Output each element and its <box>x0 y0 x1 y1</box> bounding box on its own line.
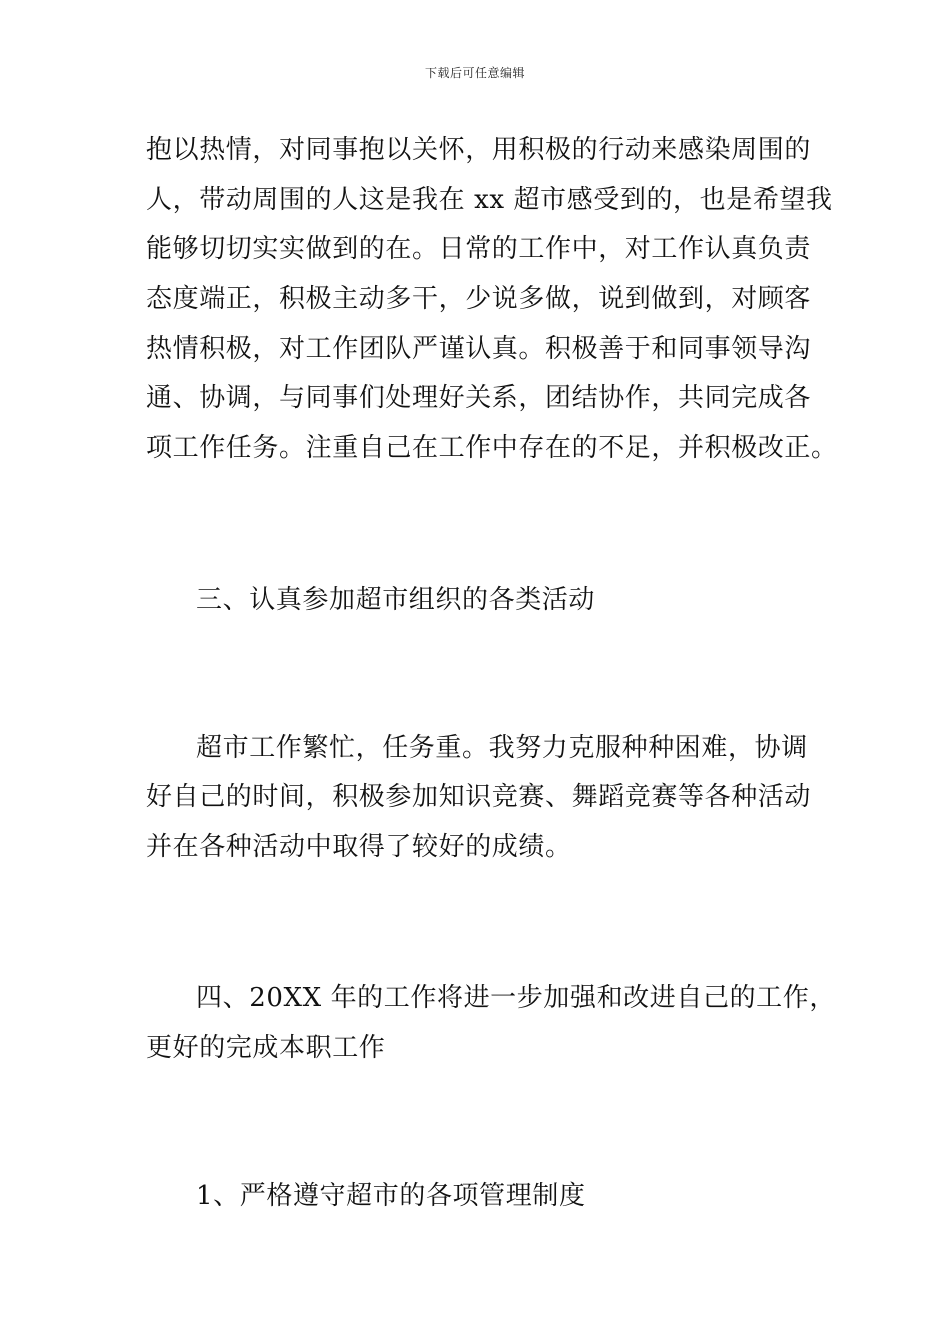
paragraph-line: 热情积极，对工作团队严谨认真。积极善于和同事领导沟 <box>146 334 812 364</box>
section-heading-3: 三、认真参加超市组织的各类活动 <box>196 585 596 615</box>
paragraph-line: 能够切切实实做到的在。日常的工作中，对工作认真负责 <box>146 234 812 264</box>
paragraph-line: 抱以热情，对同事抱以关怀，用积极的行动来感染周围的 <box>146 135 812 165</box>
paragraph-line: 人，带动周围的人这是我在 xx 超市感受到的，也是希望我 <box>146 185 833 215</box>
paragraph-line: 好自己的时间，积极参加知识竞赛、舞蹈竞赛等各种活动 <box>146 782 812 812</box>
paragraph-line: 项工作任务。注重自己在工作中存在的不足，并积极改正。 <box>146 433 838 463</box>
paragraph-line: 超市工作繁忙，任务重。我努力克服种种困难，协调 <box>196 733 808 763</box>
paragraph-line: 通、协调，与同事们处理好关系，团结协作，共同完成各 <box>146 383 812 413</box>
section-heading-4: 四、20XX 年的工作将进一步加强和改进自己的工作， <box>196 983 836 1013</box>
section-heading-4-continued: 更好的完成本职工作 <box>146 1033 386 1063</box>
list-item-1: 1、严格遵守超市的各项管理制度 <box>196 1181 586 1211</box>
paragraph-line: 并在各种活动中取得了较好的成绩。 <box>146 832 572 862</box>
paragraph-line: 态度端正，积极主动多干，少说多做，说到做到，对顾客 <box>146 284 812 314</box>
page-header: 下载后可任意编辑 <box>424 66 525 80</box>
